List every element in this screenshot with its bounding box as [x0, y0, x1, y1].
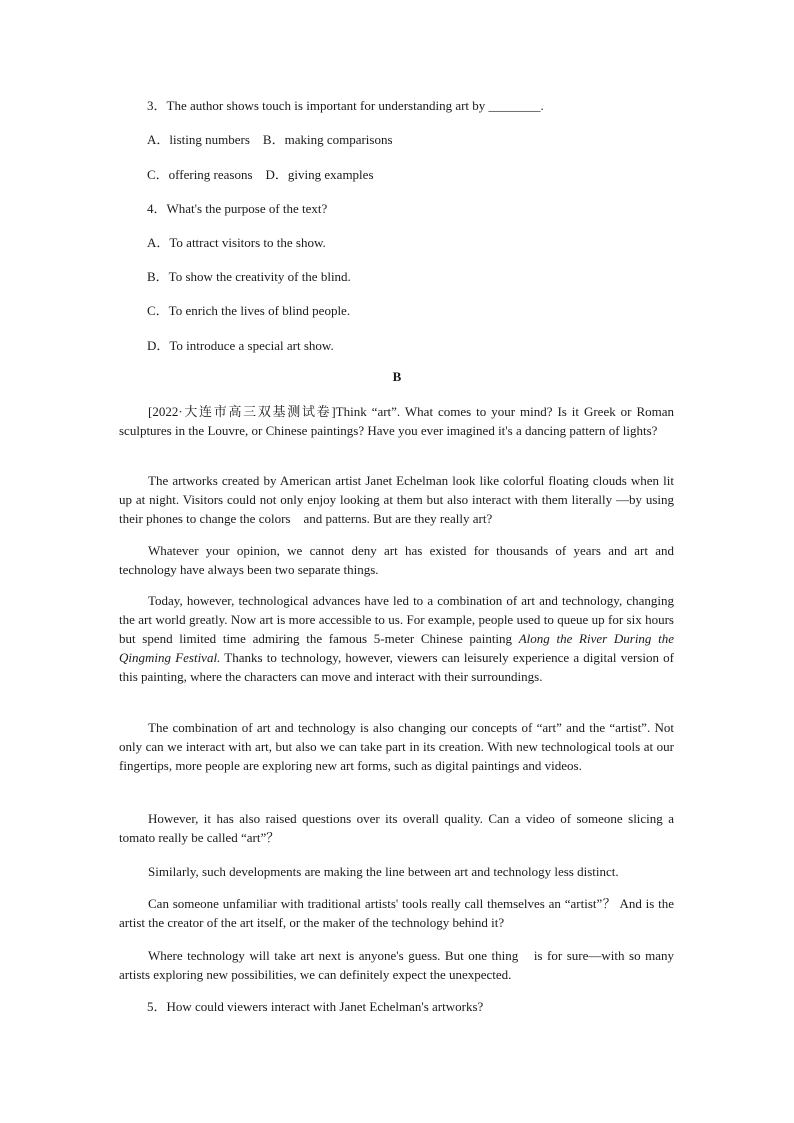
painting-title: Along the River During the Qingming Festival.	[119, 631, 675, 665]
passage-paragraph-8: Can someone unfamiliar with traditional artists' tools really call themselves an “artist”？ And is the artist the creator of the art itself, or the maker of the technology behind it?	[119, 896, 674, 930]
passage-paragraph-5: The combination of art and technology is also changing our concepts of “art” and the “artist”. Not only can we interact with art, but also we can take part in its creation. With new technological tools at our fingertips, more people are exploring new art forms, such as digital paintings and videos.	[119, 720, 674, 773]
passage-paragraph-4	[119, 591, 674, 686]
passage-paragraph-2: The artworks created by American artist Janet Echelman look like colorful floating clouds when lit up at night. Visitors could not only enjoy looking at them but also interact with them literally —by using their phones to change the colors and patterns. But are they really art?	[119, 473, 674, 526]
section-heading: B	[392, 369, 402, 384]
question-3-stem: 3．The author shows touch is important for understanding art by ________.	[147, 98, 544, 113]
passage-paragraph-7: Similarly, such developments are making the line between art and technology less distinct.	[148, 864, 619, 879]
question-4-option-b: B．To show the creativity of the blind.	[147, 269, 351, 284]
question-4-stem: 4．What's the purpose of the text?	[147, 201, 328, 216]
paragraph-4-text-end: Thanks to technology, however, viewers can leisurely experience a digital version of this painting, where the characters can move and interact with their surroundings.	[119, 650, 674, 684]
passage-paragraph-6: However, it has also raised questions over its overall quality. Can a video of someone slicing a tomato really be called “art”？	[119, 811, 674, 845]
passage-paragraph-1: [2022·大连市高三双基测试卷]Think “art”. What comes to your mind? Is it Greek or Roman sculptures in the Louvre, or Chinese paintings? Have you ever imagined it's a dancing pattern of lights?	[119, 404, 674, 438]
passage-paragraph-3: Whatever your opinion, we cannot deny art has existed for thousands of years and art and technology have always been two separate things.	[119, 543, 674, 577]
question-4-option-d: D．To introduce a special art show.	[147, 338, 334, 353]
question-3-options-cd: C．offering reasons D．giving examples	[147, 167, 374, 182]
question-4-option-a: A．To attract visitors to the show.	[147, 235, 326, 250]
question-5-stem: 5．How could viewers interact with Janet Echelman's artworks?	[147, 999, 484, 1014]
paragraph-4-text-start: Today, however, technological advances have led to a combination of art and technology, changing the art world greatly. Now art is more accessible to us. For example, people used to queue up for six hours but spend limited time admiring the famous 5-meter Chinese painting	[119, 593, 674, 646]
question-3-options-ab: A．listing numbers B．making comparisons	[147, 132, 393, 147]
question-4-option-c: C．To enrich the lives of blind people.	[147, 303, 351, 318]
passage-paragraph-9: Where technology will take art next is anyone's guess. But one thing is for sure—with so many artists exploring new possibilities, we can definitely expect the unexpected.	[119, 948, 674, 982]
